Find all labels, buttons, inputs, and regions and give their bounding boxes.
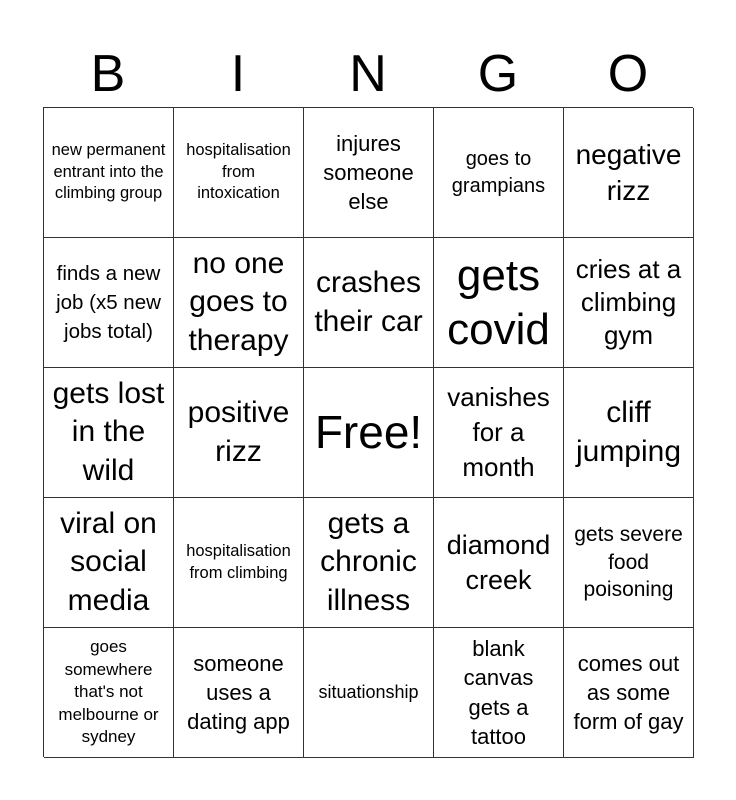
bingo-cell[interactable] (44, 368, 174, 498)
bingo-cell-text: cries at a climbing gym (575, 253, 682, 350)
bingo-cell[interactable] (44, 498, 174, 628)
bingo-cell[interactable] (44, 108, 174, 238)
bingo-cell-text: gets covid (447, 250, 550, 354)
bingo-cell-text: goes somewhere that's not melbourne or sydney (58, 636, 159, 747)
bingo-cell[interactable] (564, 498, 694, 628)
header-letter-i: I (230, 45, 246, 103)
bingo-cell[interactable] (174, 238, 304, 368)
bingo-cell[interactable] (434, 498, 564, 628)
bingo-cell[interactable] (564, 368, 694, 498)
bingo-cell-text: diamond creek (446, 530, 551, 595)
bingo-cell-text: crashes their car (314, 266, 423, 338)
bingo-cell-text: gets a chronic illness (320, 506, 417, 617)
bingo-cell[interactable] (304, 238, 434, 368)
header-letter-b: B (90, 45, 126, 103)
bingo-cell[interactable] (304, 628, 434, 758)
bingo-cell-text: no one goes to therapy (188, 246, 289, 357)
bingo-cell[interactable] (44, 238, 174, 368)
bingo-cell-text: situationship (318, 681, 419, 702)
bingo-board (43, 107, 693, 757)
bingo-cell[interactable] (564, 108, 694, 238)
bingo-cell-text: vanishes for a month (447, 381, 550, 483)
header-letter-n: N (349, 45, 387, 103)
header-letter-o: O (607, 45, 649, 103)
bingo-cell-text: hospitalisation from climbing (186, 542, 291, 582)
header-letter-g: G (477, 45, 519, 103)
bingo-cell[interactable] (174, 498, 304, 628)
bingo-cell[interactable] (174, 628, 304, 758)
bingo-cell[interactable] (44, 628, 174, 758)
bingo-cell-text: someone uses a dating app (187, 650, 290, 735)
bingo-cell-text: viral on social media (60, 506, 157, 617)
bingo-cell-text: negative rizz (575, 138, 682, 206)
bingo-cell[interactable] (564, 238, 694, 368)
free-space-cell[interactable] (304, 368, 434, 498)
bingo-cell-text: gets severe food poisoning (574, 522, 683, 602)
bingo-cell-text: injures someone else (323, 130, 414, 215)
bingo-cell-text: blank canvas gets a tattoo (463, 636, 534, 749)
bingo-cell[interactable] (174, 368, 304, 498)
bingo-cell-text: positive rizz (187, 396, 290, 468)
bingo-header (43, 40, 693, 108)
bingo-cell-text: gets lost in the wild (52, 376, 165, 487)
bingo-cell[interactable] (174, 108, 304, 238)
bingo-cell[interactable] (434, 238, 564, 368)
free-space-text: Free! (314, 406, 423, 459)
bingo-cell[interactable] (564, 628, 694, 758)
bingo-cell-text: cliff jumping (575, 396, 682, 468)
bingo-cell-text: hospitalisation from intoxication (186, 141, 291, 203)
bingo-cell[interactable] (434, 108, 564, 238)
bingo-cell-text: goes to grampians (451, 148, 546, 197)
bingo-cell-text: new permanent entrant into the climbing group (51, 141, 166, 203)
bingo-cell[interactable] (304, 498, 434, 628)
bingo-cell-text: finds a new job (x5 new jobs total) (56, 261, 161, 344)
bingo-cell[interactable] (304, 108, 434, 238)
bingo-cell[interactable] (434, 368, 564, 498)
bingo-cell[interactable] (434, 628, 564, 758)
bingo-cell-text: comes out as some form of gay (573, 650, 684, 735)
